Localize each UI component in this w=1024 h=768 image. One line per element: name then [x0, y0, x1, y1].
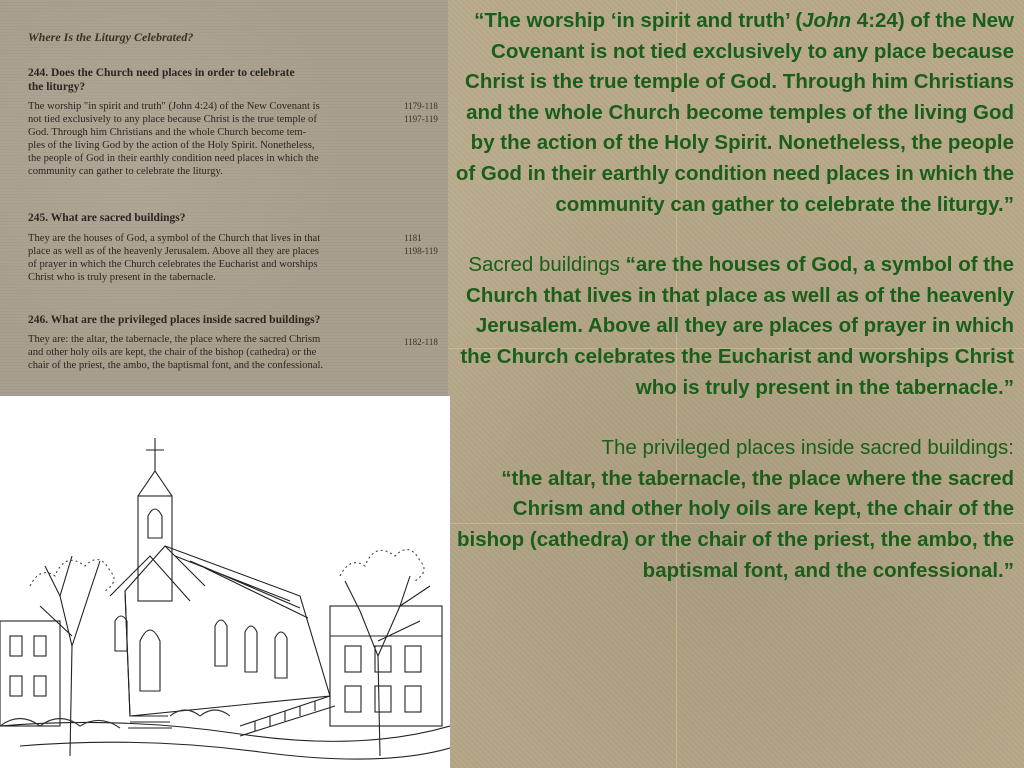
- cross-references-245: 1181 1198-119: [404, 233, 438, 256]
- quote-paragraph-245: Sacred buildings “are the houses of God, a symbol of the Church that lives in that place as well as of the heavenly Jerusalem. Above all they are places of prayer in which the Church celebrates the Eucharist and worships Christ who is truly present in the tabernacle.”: [460, 253, 1014, 399]
- answer-244: The worship "in spirit and truth" (John 4:24) of the New Covenant is not tied exclusively to any place because Christ is the true temple of God. Through him Christians and the whole Church become tem- ples of the living God by the action of the Holy Spirit. Nonetheless, the people of God in their earthly condition need places in which the community can gather to celebrate the liturgy.: [28, 101, 320, 177]
- quote-paragraph-244: “The worship ‘in spirit and truth’ (John 4:24) of the New Covenant is not tied exclusively to any place because Christ is the true temple of God. Through him Christians and the whole Church become temples of the living God by the action of the Holy Spirit. Nonetheless, the people of God in their earthly condition need places in which the community can gather to celebrate the liturgy.”: [455, 9, 1014, 216]
- section-title: Where Is the Liturgy Celebrated?: [28, 30, 194, 44]
- quote-text-column: [448, 6, 1014, 586]
- answer-246: They are: the altar, the tabernacle, the place where the sacred Chrism and other holy oils are kept, the chair of the bishop (cathedra) or the chair of the priest, the ambo, the baptismal font, and the confessional.: [28, 334, 324, 371]
- cross-references-246: 1182-118: [404, 337, 438, 347]
- church-sketch-illustration: [0, 396, 450, 768]
- answer-245: They are the houses of God, a symbol of the Church that lives in that place as well as of the heavenly Jerusalem. Above all they are places of prayer in which the Church celebrates the Eucharist and worships Christ who is truly present in the tabernacle.: [28, 233, 321, 283]
- question-245: 245. What are sacred buildings?: [28, 212, 186, 224]
- catechism-page-scan: [0, 0, 448, 396]
- quote-paragraph-246: The privileged places inside sacred buildings: “the altar, the tabernacle, the place where the sacred Chrism and other holy oils are kept, the chair of the bishop (cathedra) or the chair of the priest, the ambo, the baptismal font, and the confessional.”: [457, 436, 1014, 582]
- question-244: 244. Does the Church need places in order to celebrate the liturgy?: [28, 67, 295, 93]
- question-246: 246. What are the privileged places inside sacred buildings?: [28, 314, 321, 326]
- church-drawing: [0, 396, 450, 768]
- cross-references-244: 1179-118 1197-119: [404, 101, 438, 124]
